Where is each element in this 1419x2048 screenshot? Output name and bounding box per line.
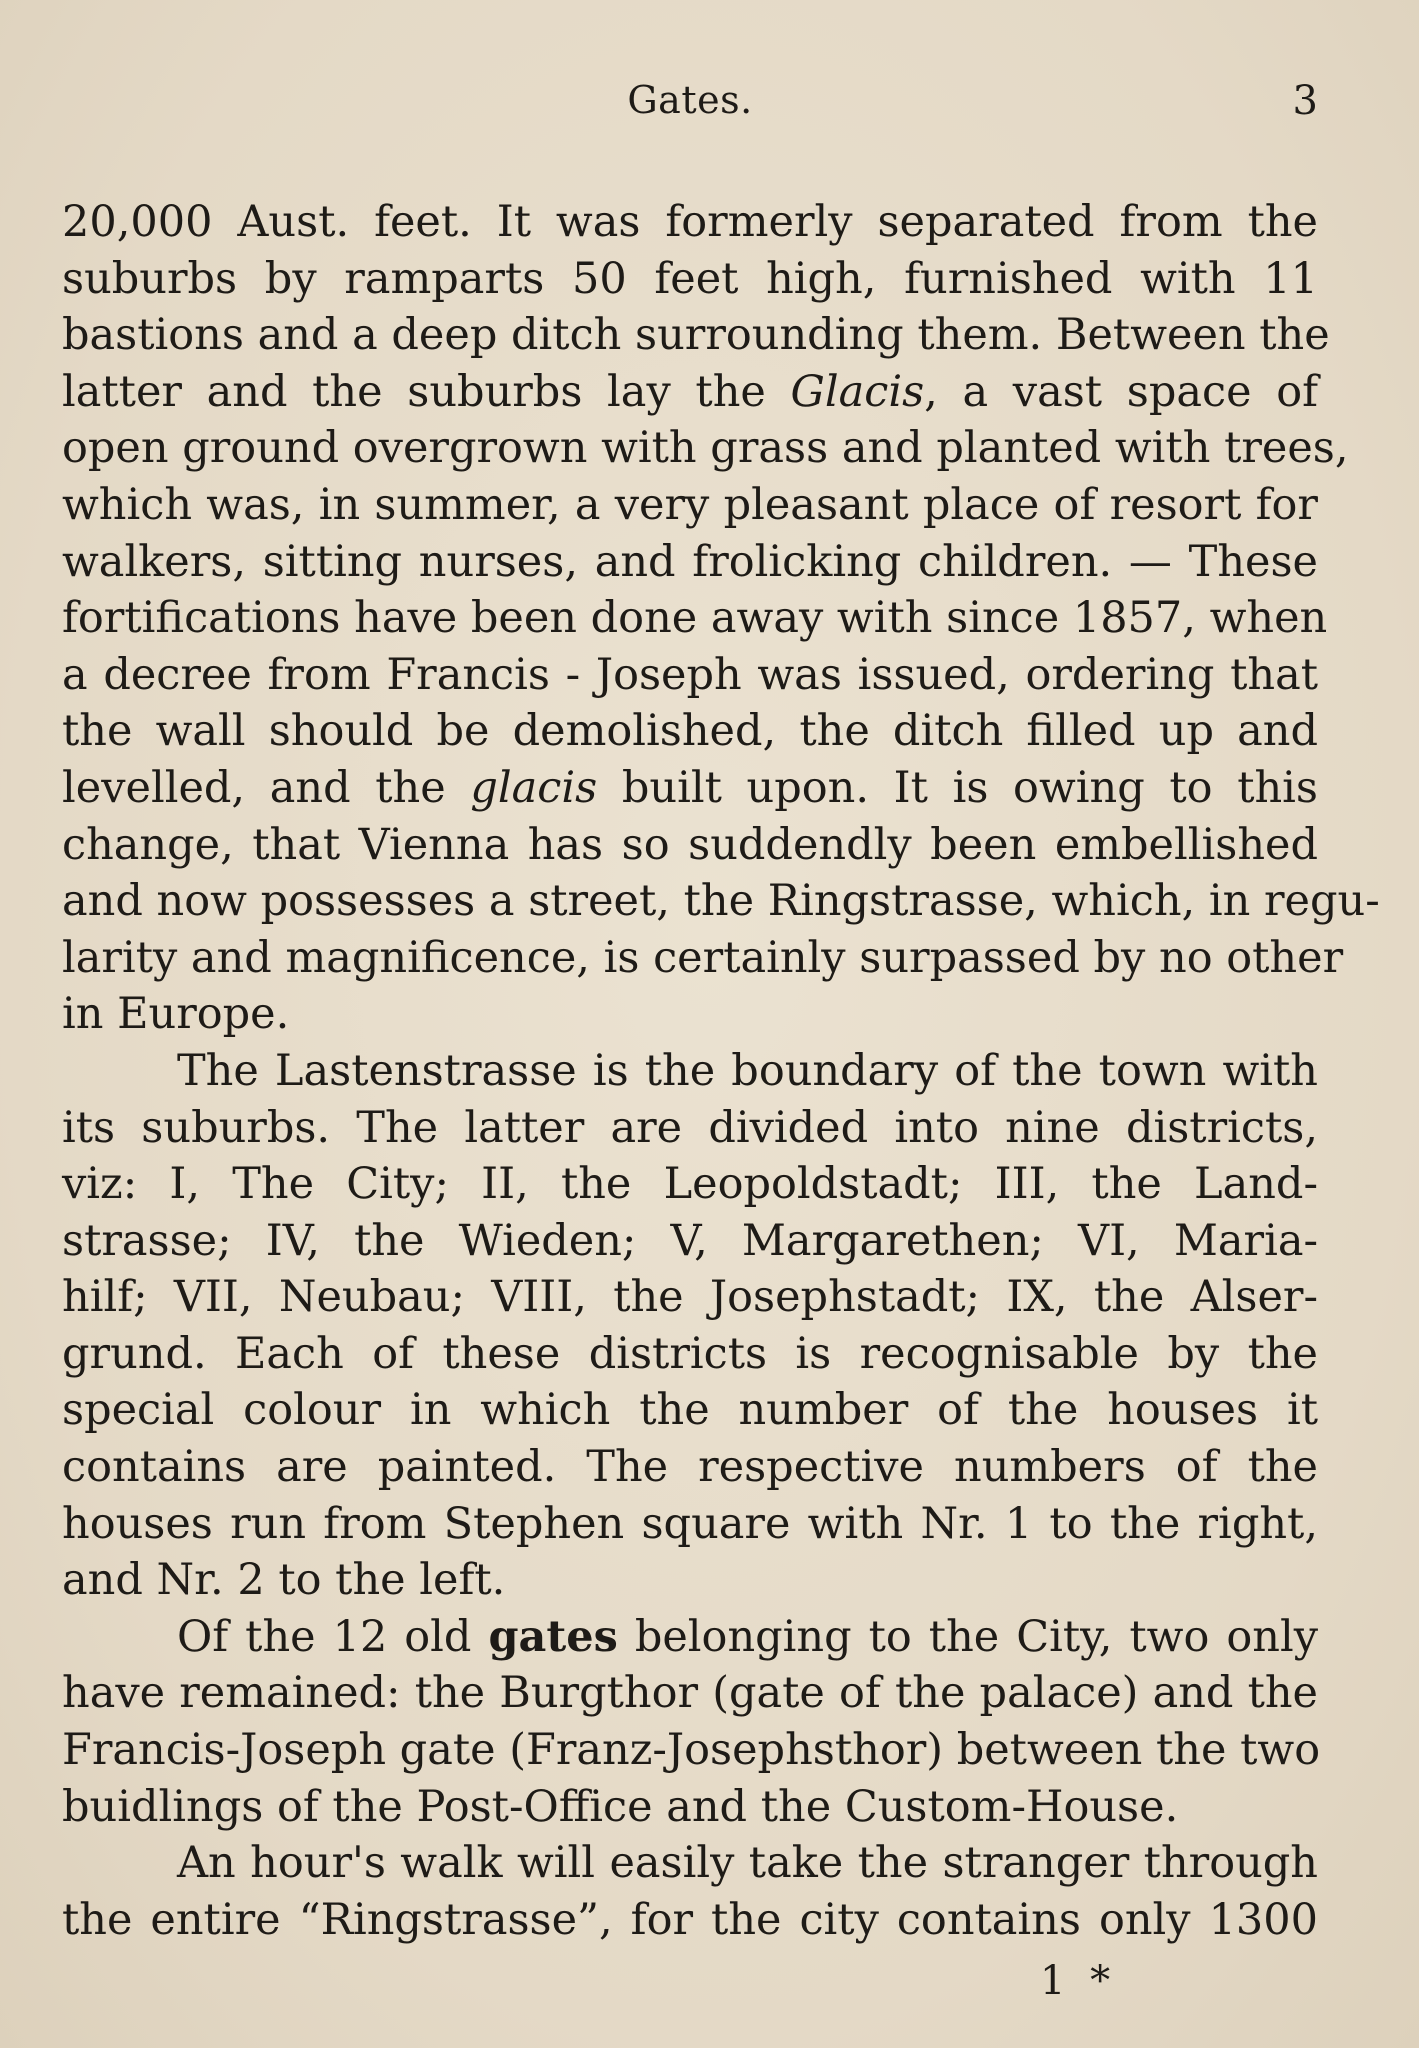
text-line: bastions and a deep ditch surrounding them. Between the: [62, 310, 1330, 361]
text-line: viz: I, The City; II, the Leopoldstadt; III, the Land-: [62, 1159, 1318, 1210]
text-line: which was, in summer, a very pleasant place of resort for: [62, 479, 1318, 530]
italic-term: glacis: [470, 762, 598, 813]
text-line: houses run from Stephen square with Nr. 1 to the right,: [62, 1498, 1318, 1549]
signature-mark: 1 *: [1040, 1958, 1117, 2004]
text-line: walkers, sitting nurses, and frolicking children. — These: [62, 536, 1318, 587]
text-line: change, that Vienna has so suddendly been embellished: [62, 819, 1318, 870]
paragraph: [62, 1043, 1318, 1609]
text-line: hilf; VII, Neubau; VIII, the Josephstadt; IX, the Alser-: [62, 1272, 1318, 1323]
text-line: grund. Each of these districts is recognisable by the: [62, 1328, 1318, 1379]
text-line: and Nr. 2 to the left.: [62, 1555, 506, 1606]
text-line: the entire “Ringstrasse”, for the city contains only 1300: [62, 1894, 1318, 1945]
text-line: contains are painted. The respective numbers of the: [62, 1442, 1318, 1493]
italic-term: Glacis: [790, 366, 925, 417]
text-line: buidlings of the Post-Office and the Custom-House.: [62, 1781, 1179, 1832]
text-line: a decree from Francis - Joseph was issued, ordering that: [62, 649, 1318, 700]
paragraph: [62, 194, 1380, 1043]
text-line: its suburbs. The latter are divided into nine districts,: [62, 1102, 1318, 1153]
text-line: latter and the suburbs lay the Glacis, a vast space of: [62, 366, 1318, 417]
paragraph: [62, 1835, 1318, 1948]
text-line: suburbs by ramparts 50 feet high, furnished with 11: [62, 253, 1318, 304]
text-line: strasse; IV, the Wieden; V, Margarethen; VI, Maria-: [62, 1215, 1318, 1266]
text-line: levelled, and the glacis built upon. It is owing to this: [62, 762, 1318, 813]
text-line: and now possesses a street, the Ringstrasse, which, in regu-: [62, 876, 1380, 927]
text-line: An hour's walk will easily take the stranger through: [177, 1838, 1318, 1889]
text-line: have remained: the Burgthor (gate of the palace) and the: [62, 1668, 1318, 1719]
bold-keyword: gates: [488, 1611, 618, 1662]
text-line: open ground overgrown with grass and planted with trees,: [62, 423, 1349, 474]
text-line: Of the 12 old gates belonging to the City, two only: [177, 1611, 1318, 1662]
text-line: The Lastenstrasse is the boundary of the town with: [177, 1045, 1318, 1096]
running-title: Gates.: [627, 78, 753, 122]
paragraph: [62, 1609, 1321, 1835]
body-text: [62, 194, 1380, 1948]
running-head: [62, 78, 1318, 138]
text-line: special colour in which the number of the houses it: [62, 1385, 1318, 1436]
page-number: 3: [1292, 78, 1318, 124]
text-line: the wall should be demolished, the ditch filled up and: [62, 706, 1318, 757]
text-line: larity and magnificence, is certainly surpassed by no other: [62, 932, 1344, 983]
text-line: in Europe.: [62, 989, 290, 1040]
text-line: 20,000 Aust. feet. It was formerly separated from the: [62, 197, 1318, 247]
text-line: Francis-Joseph gate (Franz-Josephsthor) between the two: [62, 1725, 1321, 1776]
text-line: fortifications have been done away with since 1857, when: [62, 593, 1328, 644]
